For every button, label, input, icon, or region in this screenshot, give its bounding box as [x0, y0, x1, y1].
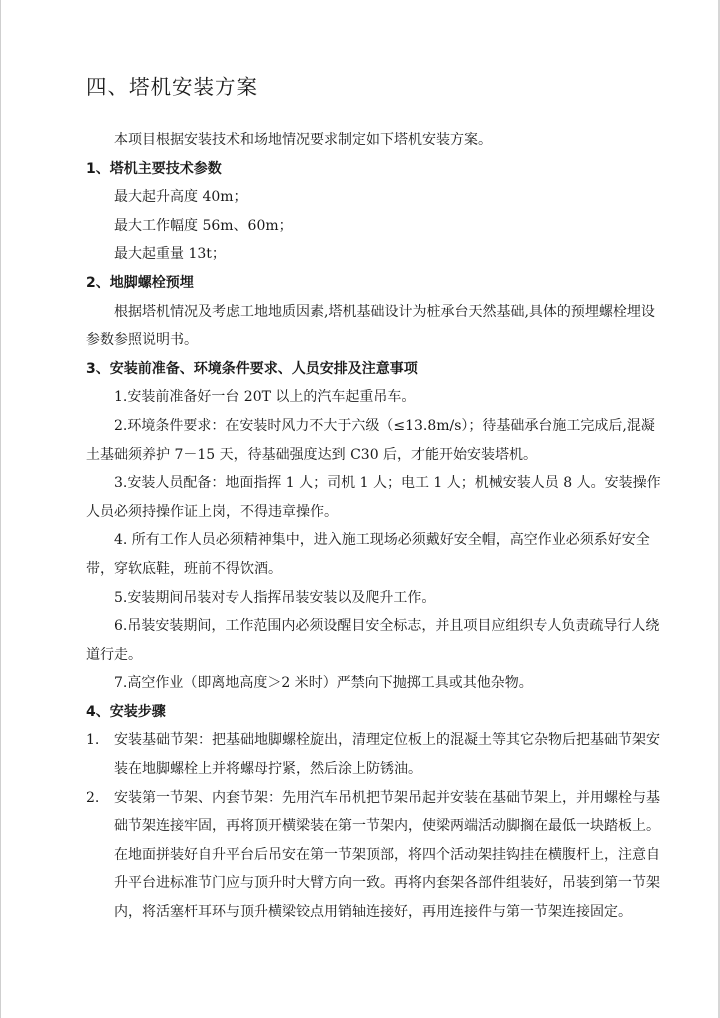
- section-3-item-4: 4. 所有工作人员必须精神集中，进入施工现场必须戴好安全帽，高空作业必须系好安全带，穿软底鞋，班前不得饮酒。: [86, 532, 650, 577]
- section-3-item-2: 2.环境条件要求：在安装时风力不大于六级（≤13.8m/s）；待基础承台施工完成后,混凝土基础须养护 7－15 天，待基础强度达到 C30 后，才能开始安装塔机。: [86, 417, 655, 463]
- section-1-heading: 1、塔机主要技术参数: [86, 160, 222, 177]
- section-3-item-1: 1.安装前准备好一台 20T 以上的汽车起重吊车。: [114, 389, 416, 406]
- intro-paragraph: 本项目根据安装技术和场地情况要求制定如下塔机安装方案。: [114, 132, 492, 148]
- section-3-item-3: 3.安装人员配备：地面指挥 1 人；司机 1 人；电工 1 人；机械安装人员 8 人。安装操作人员必须持操作证上岗，不得违章操作。: [86, 475, 661, 520]
- installation-steps-list: [86, 726, 666, 926]
- param-max-lift-height: 最大起升高度 40m；: [114, 189, 248, 206]
- step-number: 2.: [86, 789, 100, 806]
- document-body: [86, 70, 666, 927]
- section-3-item-7: 7.高空作业（即离地高度＞2 米时）严禁向下抛掷工具或其他杂物。: [114, 675, 533, 692]
- section-3-item-5: 5.安装期间吊装对专人指挥吊装安装以及爬升工作。: [114, 589, 436, 606]
- step-text: 安装基础节架：把基础地脚螺栓旋出，清理定位板上的混凝土等其它杂物后把基础节架安装在地脚螺栓上并将螺母拧紧，然后涂上防锈油。: [114, 732, 660, 778]
- section-4-heading: 4、安装步骤: [86, 703, 166, 720]
- page-edge-left: [0, 0, 1, 1018]
- param-max-load: 最大起重量 13t；: [114, 246, 226, 263]
- section-3-item-6: 6.吊装安装期间，工作范围内必须设醒目安全标志，并且项目应组织专人负责疏导行人绕道行走。: [86, 618, 660, 663]
- page-title: 四、塔机安装方案: [86, 75, 258, 99]
- list-item: [86, 726, 666, 783]
- step-number: 1.: [86, 732, 100, 749]
- section-2-paragraph: 根据塔机情况及考虑工地地质因素,塔机基础设计为桩承台天然基础,具体的预埋螺栓埋设参数参照说明书。: [86, 303, 655, 349]
- list-item: [86, 784, 666, 927]
- section-3-heading: 3、安装前准备、环境条件要求、人员安排及注意事项: [86, 360, 418, 377]
- param-max-working-range: 最大工作幅度 56m、60m；: [114, 217, 293, 234]
- section-2-heading: 2、地脚螺栓预埋: [86, 274, 194, 291]
- step-text: 安装第一节架、内套节架：先用汽车吊机把节架吊起并安装在基础节架上，并用螺栓与基础节架连接牢固，再将顶开横梁装在第一节架内，使梁两端活动脚搁在最低一块踏板上。在地面拼装好自升平台后吊安在第一节架顶部，将四个活动架挂钩挂在横腹杆上，注意自升平台进标准节门应与顶升时大臂方向一致。再将内套架各部件组装好，吊装到第一节架内，将活塞杆耳环与顶升横梁铰点用销轴连接好，再用连接件与第一节架连接固定。: [114, 789, 660, 921]
